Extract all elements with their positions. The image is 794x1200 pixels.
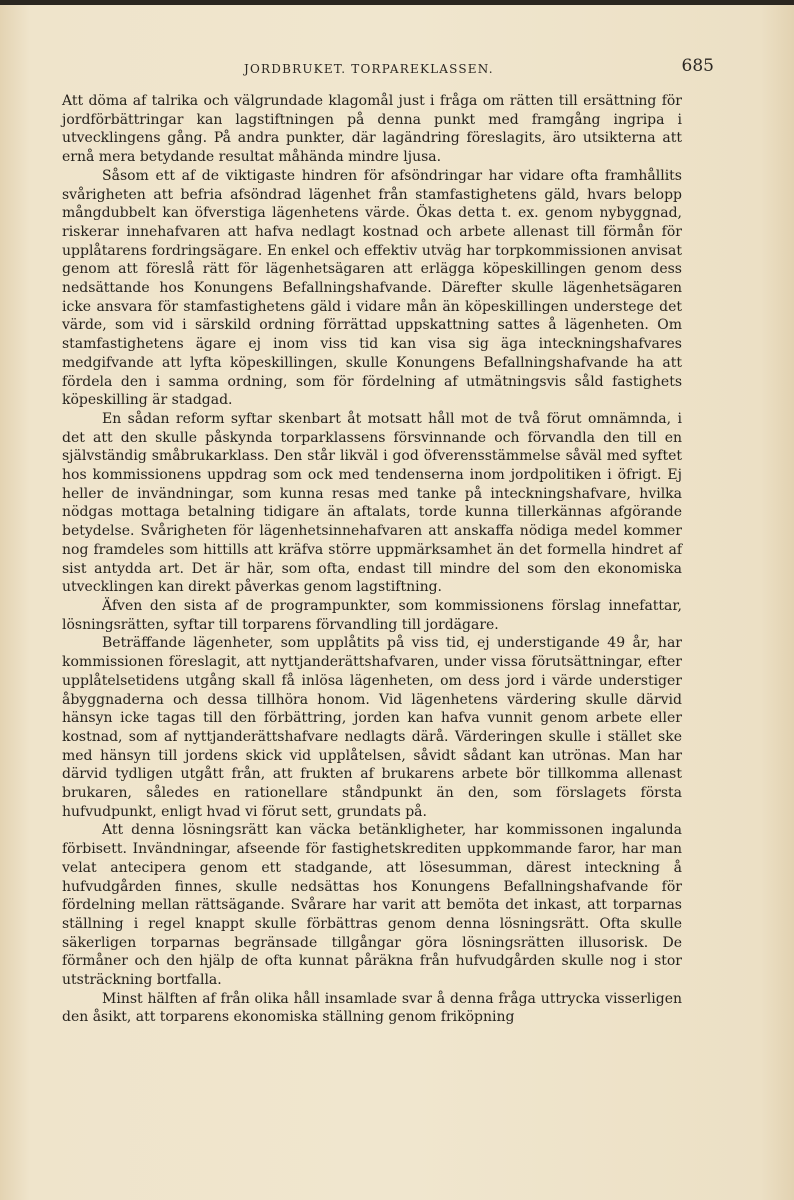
paragraph: Att döma af talrika och välgrundade klagomål just i fråga om rätten till ersättning för jordförbättringar kan lagstiftningen på denna punkt med framgång ingripa i utvecklingens gång. På andra punkter, där lagändring föreslagits, äro utsikterna att ernå mera betydande resultat måhända mindre ljusa.	[62, 93, 682, 166]
paragraph: Äfven den sista af de programpunkter, som kommissionens förslag innefattar, lösningsrätten, syftar till torparens förvandling till jordägare.	[62, 597, 682, 633]
page-top-edge	[0, 0, 794, 5]
paragraph: Att denna lösningsrätt kan väcka betänkligheter, har kommissonen ingalunda förbisett. Invändningar, afseende för fastighetskrediten uppkommande faror, har man velat antecipera genom ett stadgande, att lösesumman, därest inteckning å hufvudgården finnes, skulle nedsättas hos Konungens Befallningshafvande för fördelning mellan rättsägande. Svårare har varit att bemöta det inkast, att torparnas ställning i regel knappt skulle förbättras genom denna lösningsrätt. Ofta skulle säkerligen torparnas begränsade tillgångar göra lösningsrätten illusorisk. De förmåner och den hjälp de ofta kunnat påräkna från hufvudgården skulle nog i stor utsträckning bortfalla.	[62, 822, 682, 989]
paragraph: Minst hälften af från olika håll insamlade svar å denna fråga uttrycka visserligen den åsikt, att torparens ekonomiska ställning genom friköpning	[62, 990, 682, 1026]
body-text	[62, 92, 682, 1027]
page-header	[62, 56, 722, 80]
paragraph: Beträffande lägenheter, som upplåtits på viss tid, ej understigande 49 år, har kommissionen föreslagit, att nyttjanderättshafvaren, under vissa förutsättningar, efter upplåtelsetidens utgång skall få inlösa lägenheten, om dess jord i värde understiger åbyggnaderna och dessa tillhöra honom. Vid lägenhetens värdering skulle därvid hänsyn icke tagas till den förbättring, jorden kan hafva vunnit genom arbete eller kostnad, som af nyttjanderättshafvare nedlagts därå. Värderingen skulle i stället ske med hänsyn till jordens skick vid upplåtelsen, såvidt sådant kan utrönas. Man har därvid tydligen utgått från, att frukten af brukarens arbete bör tillkomma allenast brukaren, således en rationellare ståndpunkt än den, som förslagets första hufvudpunkt, enligt hvad vi förut sett, grundats på.	[62, 635, 682, 820]
running-title: JORDBRUKET. TORPAREKLASSEN.	[244, 62, 494, 76]
paragraph: Såsom ett af de viktigaste hindren för afsöndringar har vidare ofta framhållits svårigheten att befria afsöndrad lägenhet från stamfastighetens gäld, hvars belopp mångdubbelt kan öfverstiga lägenhetens värde. Ökas detta t. ex. genom nybyggnad, riskerar innehafvaren att hafva nedlagt kostnad och arbete allenast till förmån för upplåtarens fordringsägare. En enkel och effektiv utväg har torpkommissionen anvisat genom att föreslå rätt för lägenhetsägaren att erlägga köpeskillingen genom dess nedsättande hos Konungens Befallningshafvande. Därefter skulle lägenhetsägaren icke ansvara för stamfastighetens gäld i vidare mån än köpeskillingen understege det värde, som vid i särskild ordning förrättad uppskattning sattes å lägenheten. Om stamfastighetens ägare ej inom viss tid kan visa sig äga inteckningshafvares medgifvande att lyfta köpeskillingen, skulle Konungens Befallningshafvande ha att fördela den i samma ordning, som för fördelning af utmätningsvis såld fastighets köpeskilling är stadgad.	[62, 167, 682, 409]
page-number: 685	[681, 56, 714, 76]
paragraph: En sådan reform syftar skenbart åt motsatt håll mot de två förut omnämnda, i det att den skulle påskynda torparklassens försvinnande och förvandla den till en självständig småbrukarklass. Den står likväl i god öfverensstämmelse såväl med syftet hos kommissionens uppdrag som ock med tendenserna inom jordpolitiken i öfrigt. Ej heller de invändningar, som kunna resas med tanke på inteckningshafvare, hvilka nödgas mottaga betalning tidigare än aftalats, torde kunna tillerkännas afgörande betydelse. Svårigheten för lägenhetsinnehafvaren att anskaffa nödiga medel kommer nog framdeles som hittills att kräfva större uppmärksamhet än det formella hindret af sist antydda art. Det är här, som ofta, endast till mindre del som den ekonomiska utvecklingen kan direkt påverkas genom lagstiftning.	[62, 410, 682, 596]
